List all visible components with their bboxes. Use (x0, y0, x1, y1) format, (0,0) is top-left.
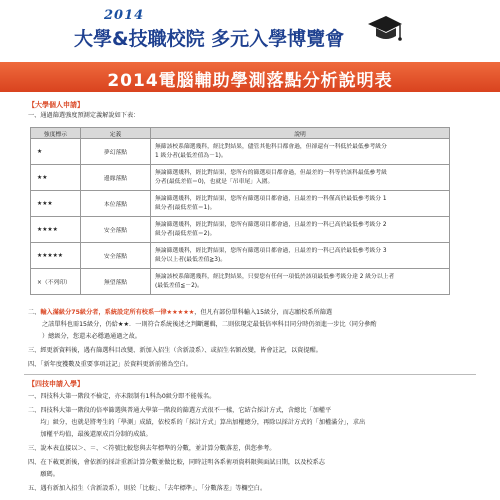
strength-mark: ★★★★★ (31, 243, 81, 269)
strength-definition: 本位落點 (81, 191, 151, 217)
table-row (31, 269, 450, 295)
page-title: 2014電腦輔助學測落點分析說明表 (107, 71, 393, 91)
strength-mark: ★★★★ (31, 217, 81, 243)
note-2-suffix: ，但凡有部份單科輸入15級分，而志願校系所篩選 (194, 309, 333, 316)
description-line: (最低差值≦－2)。 (155, 282, 203, 289)
description-line: 級分者(最低差值＝2)。 (155, 230, 216, 237)
section-divider (24, 374, 476, 375)
note-2-line-1 (28, 308, 332, 317)
table-header: 說明 (151, 128, 450, 139)
table-row (31, 165, 450, 191)
description-line: 無篩該校系篩選幾科，經比對結果，儘管其他科目都會過，但卻還有一科低於最低參考級分 (155, 143, 387, 150)
section-heading-technical: 【四技申請入學】 (28, 380, 84, 388)
table-header: 強度標示 (31, 128, 81, 139)
logo-text: 大學&技職校院 多元入學博覽會 (74, 28, 345, 50)
table-row (31, 191, 450, 217)
strength-definition: 安全落點 (81, 243, 151, 269)
description-line: 無論篩選幾科，經比對結果，您所有篩選項目都會過，且最差的一科已高於最低參考級分 2 (155, 221, 387, 228)
list-item: 一、四技科大第一階段不檢定，亦未限制有1科為0級分即不能報名。 (28, 393, 216, 400)
note-3: 三、經更新資料後，遇有篩選科目改變、新加入招生（含新設系）、或招生名額改變，皆會註記，以資提醒。 (28, 347, 322, 354)
strength-mark: ★★★ (31, 191, 81, 217)
strength-definition: 夢幻落點 (81, 139, 151, 165)
note-4: 四、「新年度獲數及重要事項註記」於資料更新前僅為空白。 (28, 361, 192, 368)
logo-year: 2014 (104, 8, 145, 23)
strength-mark: ×（不列印） (31, 269, 81, 295)
strength-mark: ★★ (31, 165, 81, 191)
description-line: 無論篩選幾科，經比對結果，您所有篩選項目都會過，且最差的一科已高於最低參考級分 3 (155, 247, 387, 254)
description-line: 無論篩選幾科，經比對結果，您所有篩選項目都會過，且最差的一科僅高於最低參考級分 1 (155, 195, 387, 202)
graduation-cap-icon (364, 8, 404, 48)
description-line: 級分以上者(最低差值≧3)。 (155, 256, 227, 263)
note-2-highlight: 輸入滿級分75級分者，系統設定所有校系一律★★★★★ (40, 309, 195, 316)
list-item: 四、在下載更新後，會依新的採計重新計算分數並做比較，同時註明各系術項資料限與面試日期，以及校系志 (28, 459, 325, 466)
list-item: 五、遇有新加入招生（含新設系），則於「比較」、「去年標準」、「分數落差」等欄空白。 (28, 485, 267, 492)
table-header-row (31, 128, 450, 139)
strength-description (151, 139, 450, 165)
strength-table (30, 127, 450, 295)
note-2-prefix: 二、 (28, 309, 41, 316)
strength-description (151, 269, 450, 295)
strength-description (151, 217, 450, 243)
description-line: 分者(最低差值＝0)，也就是「吊車尾」入圍。 (155, 178, 274, 185)
table-row (31, 243, 450, 269)
header-band (0, 0, 500, 62)
description-line: 無論該校系篩選幾科，經比對結果，只要您有任何一項低於該項最低參考級分達 2 級分以上者 (155, 273, 395, 280)
list-item: 三、說本表直接以＞、＝、＜符號比較您與去年標準的分數，並計算分數落差，供您參考。 (28, 445, 276, 452)
list-item: 願碼。 (28, 471, 59, 478)
section-heading-university: 【大學個人申請】 (28, 101, 84, 109)
list-item: 均」級分，也就是將考生的「學測」成績，依校系的「採計方式」算出加權總分，再除以採計方式的「加權滿分」，求出 (28, 419, 366, 426)
description-line: 級分者(最低差值＝1)。 (155, 204, 216, 211)
list-item: 加權平均值，最後還原成百分制的成績。 (28, 431, 152, 438)
list-item: 二、四技科大第一階段的倍率篩選與普通大學第一階段的篩選方式很不一樣，它結合採計方式，含總比「加權平 (28, 407, 332, 414)
table-row (31, 217, 450, 243)
strength-definition: 邊緣落點 (81, 165, 151, 191)
strength-definition: 無望落點 (81, 269, 151, 295)
description-line: 1 級分者(最低差值為－1)。 (155, 152, 227, 159)
strength-mark: ★ (31, 139, 81, 165)
table-row (31, 139, 450, 165)
intro-text: 一、通過篩選強度預測定義解說如下表： (28, 112, 140, 119)
note-2-line-2: 之該單科也需15級分，仍給★★．一則符合系統後述之判斷邏輯，二則依現定最低倍率科目同分時仍須進一步比（同分參酌 (42, 321, 377, 328)
strength-definition: 安全落點 (81, 217, 151, 243)
expo-logo (74, 8, 404, 56)
strength-description (151, 165, 450, 191)
strength-description (151, 243, 450, 269)
note-2-line-3: ）總級分，您還未必穩過通過之故。 (42, 333, 141, 340)
description-line: 無論篩選幾科，經比對結果，您所有的篩選項目都會過，但最差的一科等於該科最低參考級 (155, 169, 387, 176)
strength-description (151, 191, 450, 217)
title-bar (0, 62, 500, 92)
table-header: 定義 (81, 128, 151, 139)
